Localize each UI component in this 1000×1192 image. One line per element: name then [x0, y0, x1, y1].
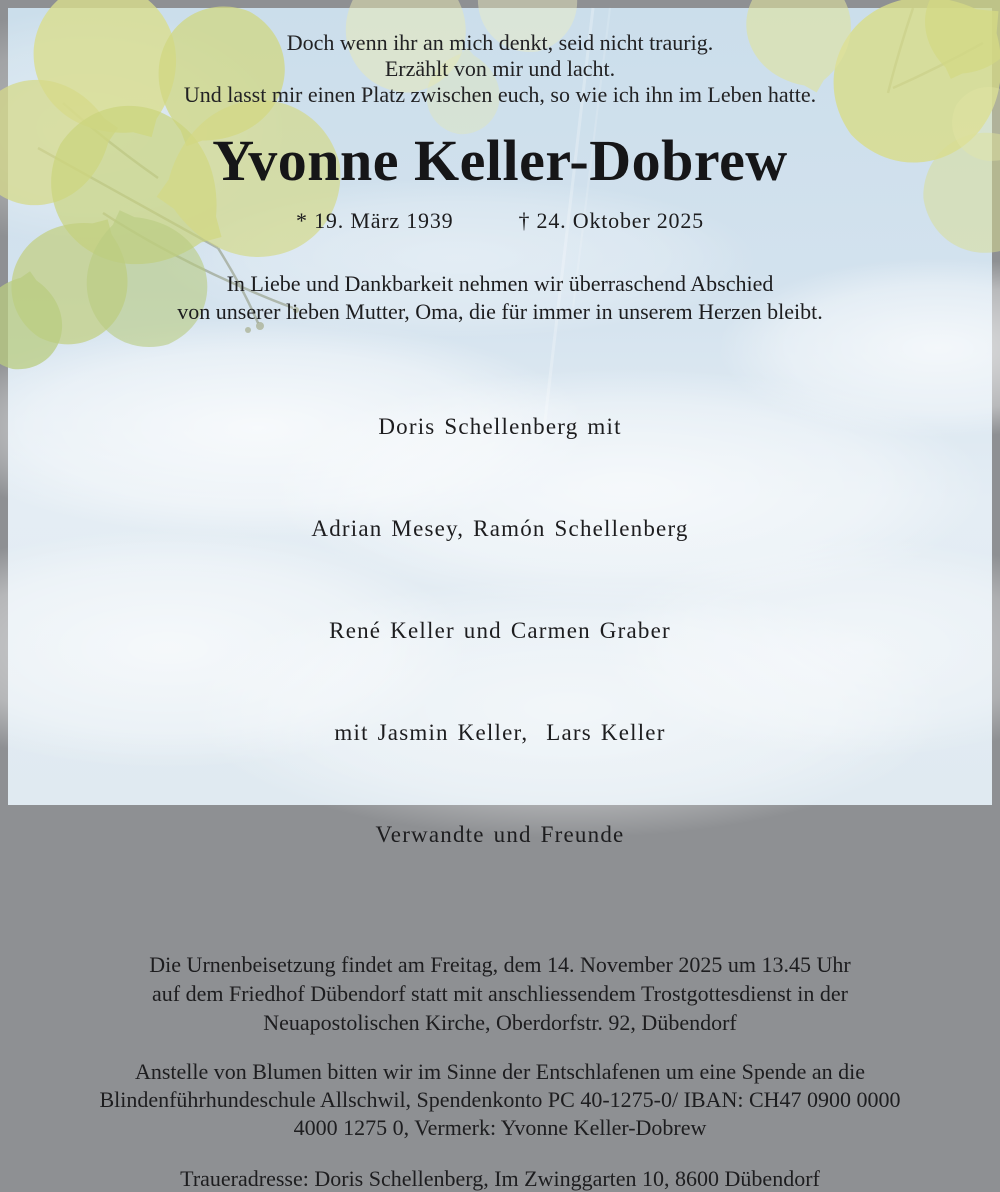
mourning-address: Traueradresse: Doris Schellenberg, Im Zwinggarten 10, 8600 Dübendorf: [180, 1166, 820, 1191]
donation-line: 4000 1275 0, Vermerk: Yvonne Keller-Dobrew: [293, 1115, 707, 1140]
deceased-name: Yvonne Keller-Dobrew: [212, 128, 788, 193]
mourner-line: René Keller und Carmen Graber: [329, 618, 671, 643]
mourners-list: [8, 342, 992, 920]
farewell-line: von unserer lieben Mutter, Oma, die für immer in unserem Herzen bleibt.: [177, 299, 823, 324]
mourner-line: Verwandte und Freunde: [375, 822, 625, 847]
donation-line: Anstelle von Blumen bitten wir im Sinne der Entschlafenen um eine Spende an die: [134, 1059, 866, 1084]
donation-info: [8, 1058, 992, 1142]
ceremony-line: auf dem Friedhof Dübendorf statt mit anschliessendem Trostgottesdienst in der: [152, 981, 848, 1006]
mourner-line: Adrian Mesey, Ramón Schellenberg: [311, 516, 689, 541]
ceremony-line: Die Urnenbeisetzung findet am Freitag, dem 14. November 2025 um 13.45 Uhr: [149, 952, 851, 977]
death-notice: [8, 8, 992, 1191]
farewell-line: In Liebe und Dankbarkeit nehmen wir überraschend Abschied: [226, 271, 774, 296]
ceremony-line: Neuapostolischen Kirche, Oberdorfstr. 92, Dübendorf: [263, 1010, 737, 1035]
farewell-text: [8, 270, 992, 326]
epigraph-line: Erzählt von mir und lacht.: [384, 56, 616, 81]
mourner-line: Doris Schellenberg mit: [378, 414, 622, 439]
birth-date: * 19. März 1939: [296, 208, 454, 233]
ceremony-info: [8, 950, 992, 1037]
epigraph-line: Doch wenn ihr an mich denkt, seid nicht traurig.: [286, 30, 714, 55]
donation-line: Blindenführhundeschule Allschwil, Spendenkonto PC 40-1275-0/ IBAN: CH47 0900 0000: [99, 1087, 901, 1112]
notice-content: [8, 8, 992, 1191]
epigraph: [8, 30, 992, 108]
death-date: † 24. Oktober 2025: [518, 208, 704, 233]
mourner-line: mit Jasmin Keller, Lars Keller: [334, 720, 666, 745]
life-dates: [8, 208, 992, 234]
epigraph-line: Und lasst mir einen Platz zwischen euch, so wie ich ihn im Leben hatte.: [183, 82, 817, 107]
